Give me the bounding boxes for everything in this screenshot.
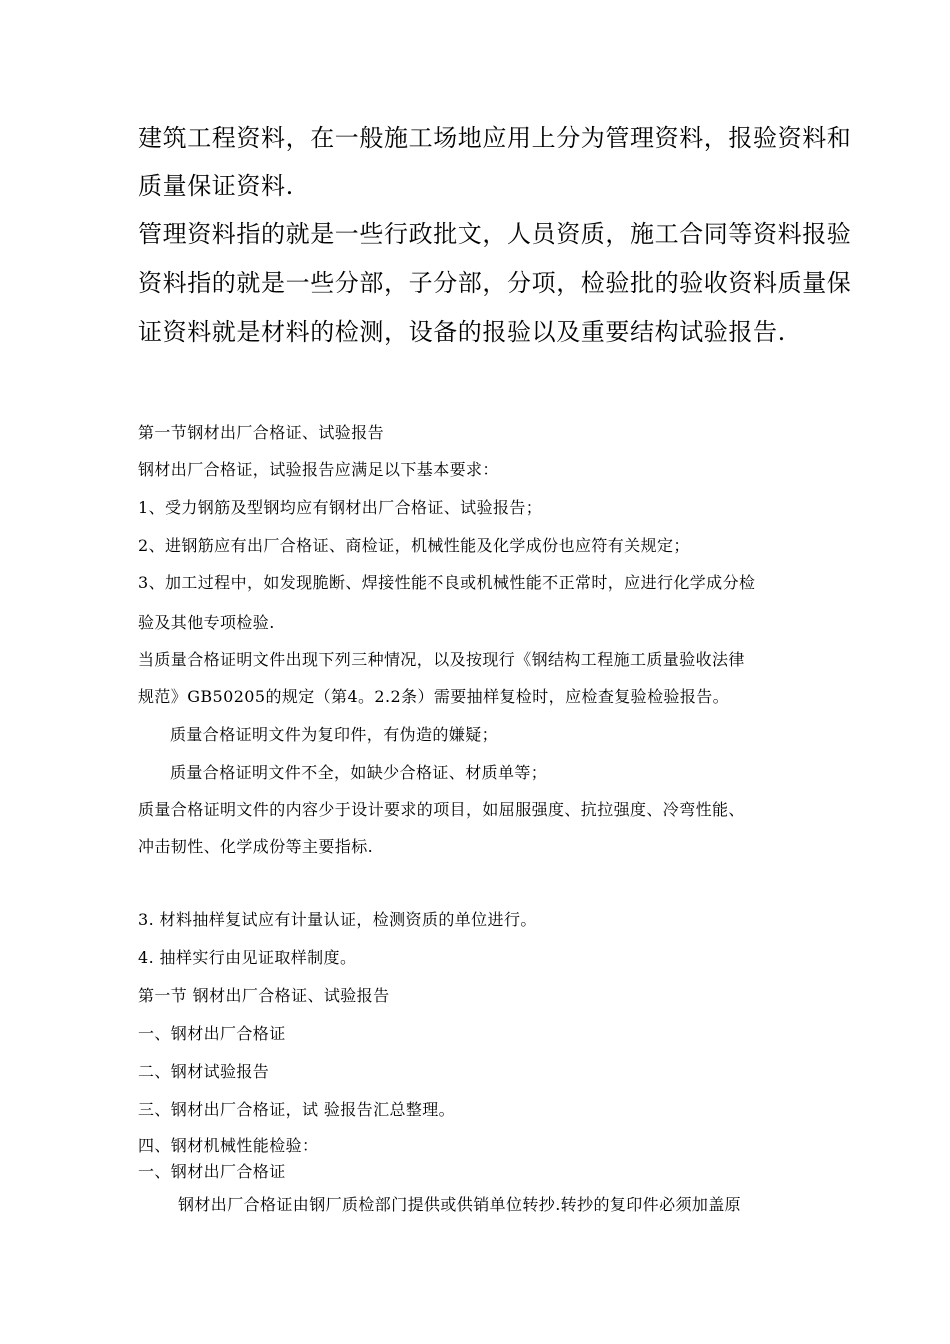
body-line: 4. 抽样实行由见证取样制度。 xyxy=(138,948,357,967)
list-item: 一、钢材出厂合格证 xyxy=(138,1024,286,1043)
body-line: 冲击韧性、化学成份等主要指标. xyxy=(138,837,374,856)
body-line: 质量合格证明文件的内容少于设计要求的项目，如屈服强度、抗拉强度、冷弯性能、 xyxy=(138,800,745,819)
body-line: 3、加工过程中，如发现脆断、焊接性能不良或机械性能不正常时，应进行化学成分检 xyxy=(138,573,756,592)
body-line: 2、进钢筋应有出厂合格证、商检证，机械性能及化学成份也应符有关规定； xyxy=(138,536,690,555)
body-line: 质量合格证明文件为复印件，有伪造的嫌疑； xyxy=(170,725,499,744)
body-line: 3. 材料抽样复试应有计量认证，检测资质的单位进行。 xyxy=(138,910,537,929)
list-item: 一、钢材出厂合格证 xyxy=(138,1162,286,1181)
body-line: 规范》GB50205的规定（第4。2.2条）需要抽样复检时，应检查复验检验报告。 xyxy=(138,687,730,706)
body-line: 质量合格证明文件不全，如缺少合格证、材质单等； xyxy=(170,763,548,782)
body-line: 钢材出厂合格证，试验报告应满足以下基本要求： xyxy=(138,460,499,479)
intro-line-4: 资料指的就是一些分部，子分部，分项，检验批的验收资料质量保 xyxy=(138,269,852,297)
list-item: 二、钢材试验报告 xyxy=(138,1062,270,1081)
body-line: 验及其他专项检验. xyxy=(138,613,275,632)
intro-line-5: 证资料就是材料的检测，设备的报验以及重要结构试验报告. xyxy=(138,318,786,346)
body-line: 1、受力钢筋及型钢均应有钢材出厂合格证、试验报告； xyxy=(138,498,543,517)
intro-line-2: 质量保证资料. xyxy=(138,172,294,200)
list-item: 四、钢材机械性能检验： xyxy=(138,1136,319,1155)
intro-line-1: 建筑工程资料，在一般施工场地应用上分为管理资料，报验资料和 xyxy=(138,124,852,152)
intro-line-3: 管理资料指的就是一些行政批文，人员资质，施工合同等资料报验 xyxy=(138,220,852,248)
body-line: 当质量合格证明文件出现下列三种情况，以及按现行《钢结构工程施工质量验收法律 xyxy=(138,650,745,669)
section-heading: 第一节钢材出厂合格证、试验报告 xyxy=(138,423,385,442)
section-heading: 第一节 钢材出厂合格证、试验报告 xyxy=(138,986,390,1005)
body-line: 钢材出厂合格证由钢厂质检部门提供或供销单位转抄.转抄的复印件必须加盖原 xyxy=(178,1195,742,1214)
list-item: 三、钢材出厂合格证，试 验报告汇总整理。 xyxy=(138,1100,456,1119)
